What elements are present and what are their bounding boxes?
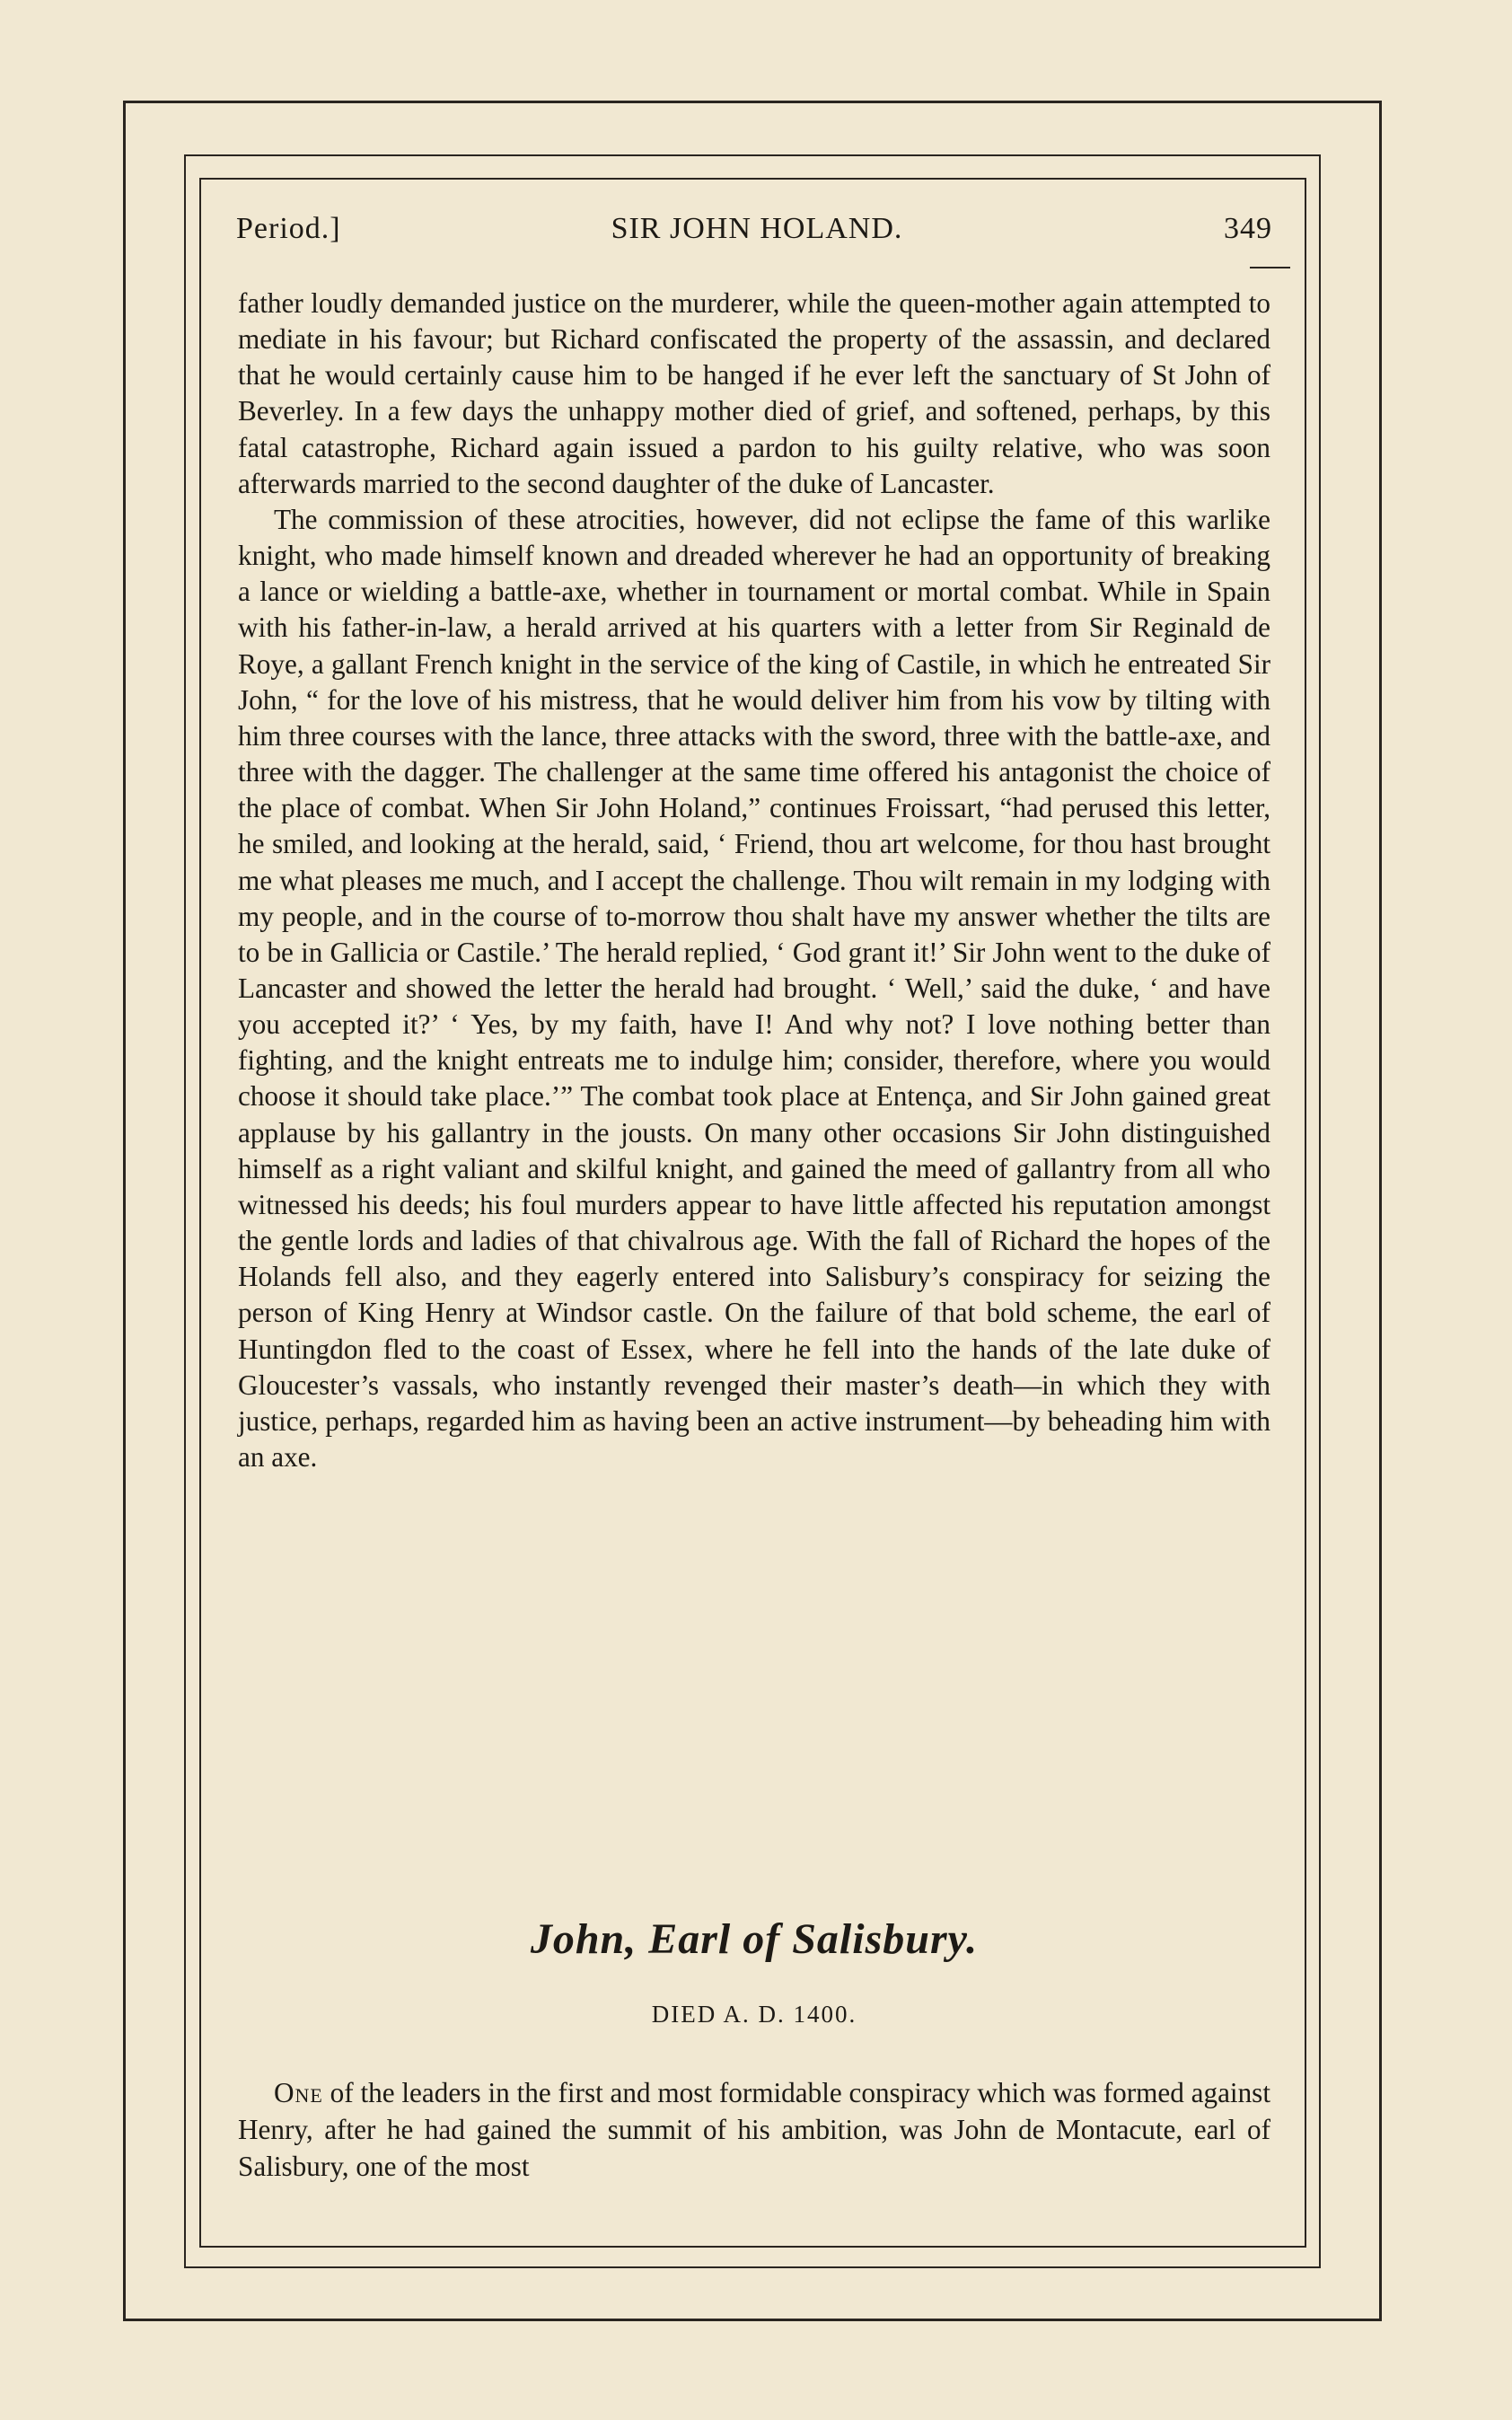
- page-number: 349: [1224, 212, 1272, 245]
- middle-border-bottom: [184, 2266, 1321, 2268]
- middle-border-left: [184, 154, 186, 2268]
- paragraph: The commission of these atrocities, however, did not eclipse the fame of this warlike knight, who made himself known and dreaded wherever he had an opportunity of breaking a lance or wielding a battle-axe, whether in tournament or mortal combat. While in Spain with his father-in-law, a herald arrived at his quarters with a letter from Sir Reginald de Roye, a gallant French knight in the service of the king of Castile, in which he entreated Sir John, “ for the love of his mistress, that he would deliver him from his vow by tilting with him three courses with the lance, three attacks with the sword, three with the battle-axe, and three with the dagger. The challenger at the same time offered his antagonist the choice of the place of combat. When Sir John Holand,” continues Froissart, “had perused this letter, he smiled, and looking at the herald, said, ‘ Friend, thou art welcome, for thou hast brought me what pleases me much, and I accept the challenge. Thou wilt remain in my lodging with my people, and in the course of to-morrow thou shalt have my answer whether the tilts are to be in Gallicia or Castile.’ The herald replied, ‘ God grant it!’ Sir John went to the duke of Lancaster and showed the letter the herald had brought. ‘ Well,’ said the duke, ‘ and have you accepted it?’ ‘ Yes, by my faith, have I! And why not? I love nothing better than fighting, and the knight entreats me to indulge him; consider, therefore, where you would choose it should take place.’” The combat took place at Entença, and Sir John gained great applause by his gallantry in the jousts. On many other occasions Sir John distinguished himself as a right valiant and skilful knight, and gained the meed of gallantry from all who witnessed his deeds; his foul murders appear to have little affected his reputation amongst the gentle lords and ladies of that chivalrous age. With the fall of Richard the hopes of the Holands fell also, and they eagerly entered into Salisbury’s conspiracy for seizing the person of King Henry at Windsor castle. On the failure of that bold scheme, the earl of Huntingdon fled to the coast of Essex, where he fell into the hands of the late duke of Gloucester’s vassals, who instantly revenged their master’s death—in which they with justice, perhaps, regarded him as having been an active instrument—by beheading him with an axe.: [238, 503, 1270, 1473]
- inner-border-bottom: [199, 2246, 1306, 2248]
- paragraph: father loudly demanded justice on the murderer, while the queen-mother again attempted to mediate in his favour; but Richard confiscated the property of the assassin, and declared that he would certainly cause him to be hanged if he ever left the sanctuary of St John of Beverley. In a few days the unhappy mother died of grief, and softened, perhaps, by this fatal catastrophe, Richard again issued a pardon to his guilty relative, who was soon afterwards married to the second daughter of the duke of Lancaster.: [238, 287, 1270, 499]
- inner-border-right: [1305, 178, 1306, 2248]
- middle-border-right: [1319, 154, 1321, 2268]
- running-header: [236, 212, 1278, 257]
- outer-border-top: [123, 101, 1382, 103]
- body-text: [238, 286, 1270, 1475]
- header-rule: [1250, 267, 1290, 268]
- outer-border-bottom: [123, 2319, 1382, 2321]
- inner-border-top: [199, 178, 1306, 180]
- died-date: DIED A. D. 1400.: [651, 2001, 857, 2028]
- intro-first-word: One: [274, 2077, 323, 2108]
- inner-border-left: [199, 178, 201, 2248]
- middle-border-top: [184, 154, 1321, 156]
- outer-border-right: [1379, 101, 1382, 2321]
- period-label: Period.]: [236, 212, 341, 245]
- section-intro: [238, 2074, 1270, 2185]
- section-title: John, Earl of Salisbury.: [530, 1915, 979, 1963]
- outer-border-left: [123, 101, 126, 2321]
- running-title: SIR JOHN HOLAND.: [611, 212, 903, 245]
- intro-text: of the leaders in the first and most formidable conspiracy which was formed against Henry, after he had gained the summit of his ambition, was John de Montacute, earl of Salisbury, one of the most: [238, 2077, 1270, 2182]
